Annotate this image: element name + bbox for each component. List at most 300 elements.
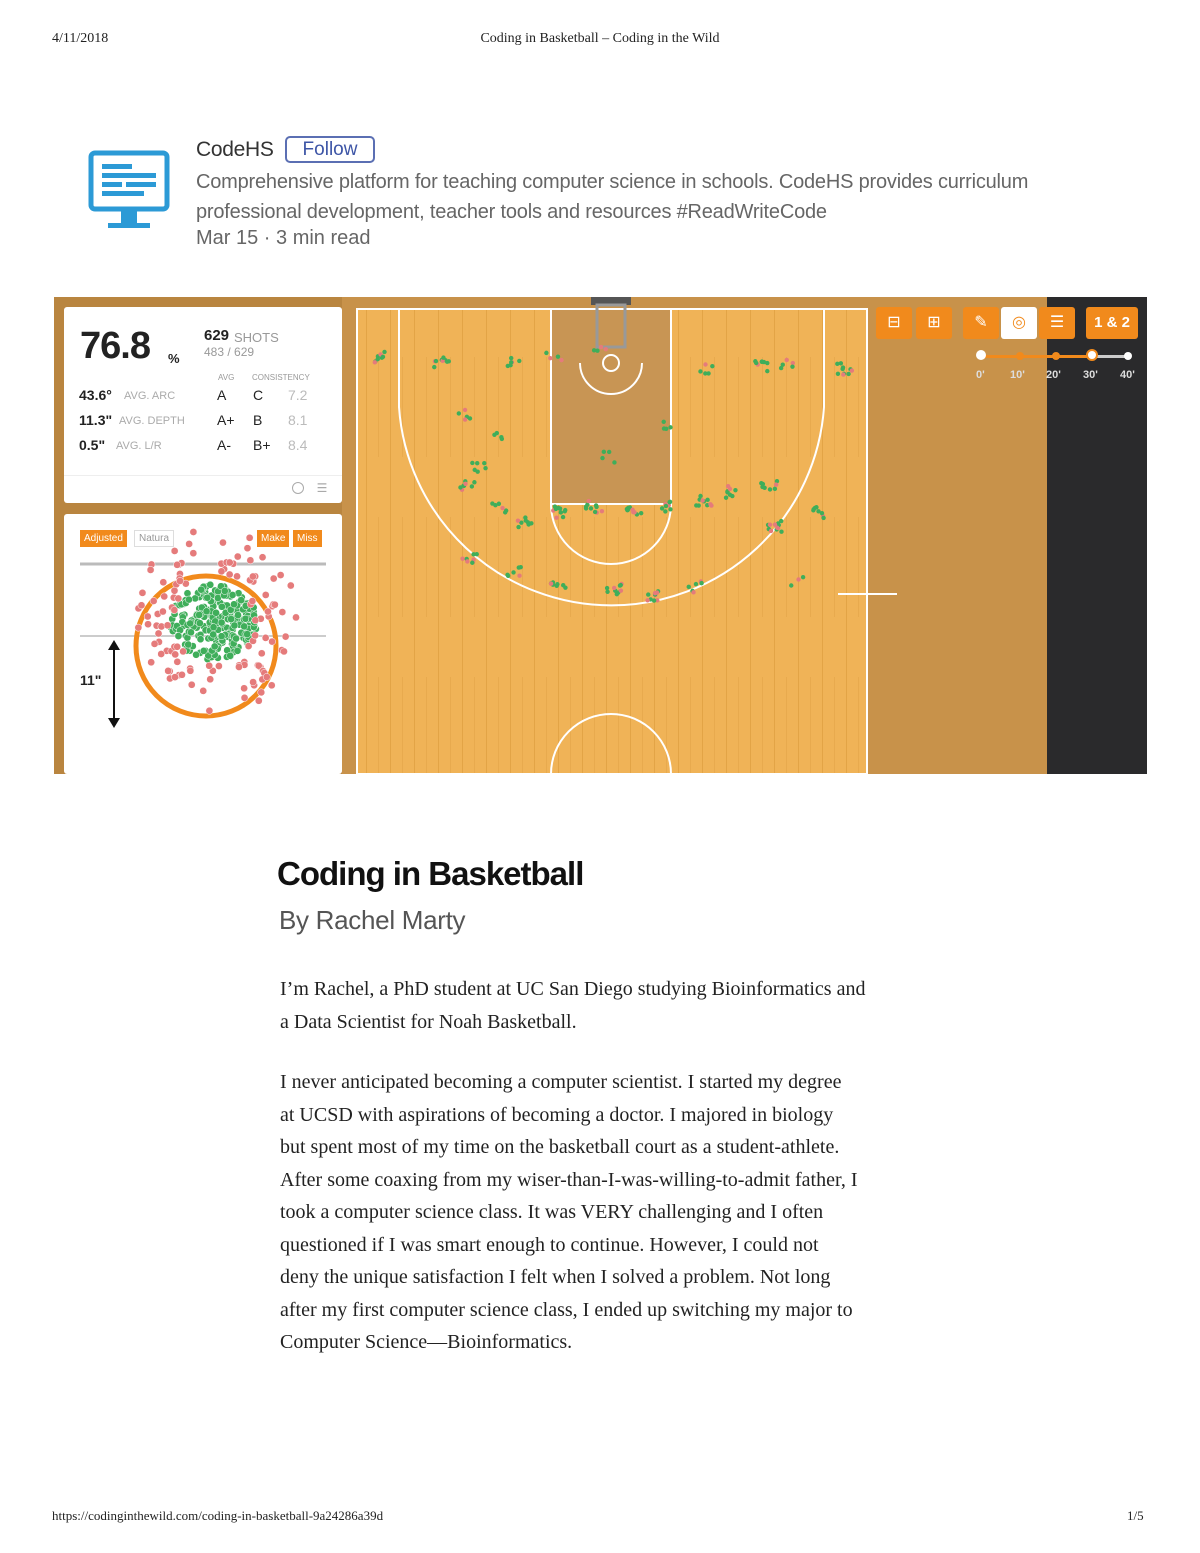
court-shot-dot (470, 461, 474, 465)
rim-shot-dot (218, 633, 225, 640)
depth-grade-avg: A+ (217, 412, 235, 428)
court-shot-dot (556, 354, 560, 358)
paragraph-intro (280, 973, 930, 1038)
court-shot-dot (517, 565, 521, 569)
court-shot-dot (554, 516, 558, 520)
court-shot-dot (593, 510, 597, 514)
court-shot-dot (841, 372, 845, 376)
rim-shot-dot (210, 624, 217, 631)
court-shot-dot (768, 487, 772, 491)
rim-shot-dot (197, 636, 204, 643)
court-shot-dot (660, 506, 664, 510)
court-shot-dot (589, 506, 593, 510)
court-shot-dot (773, 522, 777, 526)
court-shot-dot (475, 470, 479, 474)
rim-shot-dot (215, 662, 222, 669)
court-shot-dot (561, 583, 565, 587)
rim-shot-dot (200, 687, 207, 694)
follow-button[interactable]: Follow (285, 136, 375, 163)
rim-shot-dot (171, 587, 178, 594)
rim-shot-dot (203, 608, 210, 615)
rim-shot-dot (185, 596, 192, 603)
rim-shot-dot (218, 619, 225, 626)
court-shot-dot (668, 500, 672, 504)
shots-fraction: 483 / 629 (204, 345, 255, 359)
slider-label: 30' (1083, 369, 1098, 381)
court-shot-dot (733, 488, 737, 492)
avg-column-header: AVG (218, 373, 235, 382)
half-court-icon[interactable]: ⊟ (876, 307, 912, 339)
rim-shot-dot (249, 597, 256, 604)
rim-shot-dot (287, 582, 294, 589)
court-shot-dot (619, 583, 623, 587)
adjusted-toggle[interactable]: Adjusted (80, 530, 127, 547)
depth-marker-label: 11" (80, 672, 102, 688)
court-shot-dot (605, 590, 609, 594)
court-shot-dot (499, 435, 503, 439)
rim-shot-dot (227, 652, 234, 659)
rim-shot-dot (233, 573, 240, 580)
rim-shot-dot (190, 528, 197, 535)
rim-shot-dot (279, 608, 286, 615)
court-shot-dot (662, 420, 666, 424)
rim-shot-dot (234, 611, 241, 618)
court-shot-dot (850, 368, 854, 372)
rim-shot-dot (226, 571, 233, 578)
rim-shot-dot (252, 617, 259, 624)
rim-shot-dot (174, 643, 181, 650)
rim-shot-dot (249, 679, 256, 686)
rim-shot-dot (207, 581, 214, 588)
court-shot-dot (846, 372, 850, 376)
rim-shot-dot (184, 590, 191, 597)
article-byline: By Rachel Marty (279, 905, 466, 935)
court-shot-dot (697, 503, 701, 507)
list-icon[interactable]: ☰ (1039, 307, 1075, 339)
court-shot-dot (687, 585, 691, 589)
rim-shot-dot (190, 550, 197, 557)
slider-label: 20' (1046, 369, 1061, 381)
slider-handle-max[interactable] (1086, 349, 1098, 361)
hero-shot-chart (54, 297, 1147, 774)
court-shot-dot (612, 460, 616, 464)
court-shot-dot (789, 583, 793, 587)
slider-tick (1016, 352, 1024, 360)
court-shot-dot (594, 503, 598, 507)
rim-shot-dot (241, 685, 248, 692)
slider-track-active (982, 355, 1092, 358)
paragraph-line: at UCSD with aspirations of becoming a doctor. I majored in biology (280, 1103, 834, 1126)
rim-shot-dot (196, 611, 203, 618)
rim-shot-dot (135, 624, 142, 631)
rim-shot-dot (176, 577, 183, 584)
rim-shot-dot (271, 601, 278, 608)
court-shot-dot (663, 509, 667, 513)
rim-shot-dot (196, 620, 203, 627)
rim-shot-dot (160, 579, 167, 586)
rim-shot-dot (241, 623, 248, 630)
rim-shot-dot (262, 591, 269, 598)
court-shot-dot (555, 584, 559, 588)
rim-shot-dot (151, 640, 158, 647)
court-shot-dot (816, 509, 820, 513)
rim-shot-dot (262, 634, 269, 641)
rim-shot-dot (234, 647, 241, 654)
court-shot-dot (700, 498, 704, 502)
rim-shot-dot (198, 586, 205, 593)
court-shot-dot (511, 570, 515, 574)
paragraph-line: deny the unique satisfaction I felt when I solved a problem. Not long (280, 1266, 831, 1288)
court-shot-dot (726, 484, 730, 488)
rim-shot-dot (246, 534, 253, 541)
court-shot-dot (382, 350, 386, 354)
lr-grade-consistency: B+ (253, 437, 271, 453)
natural-toggle[interactable]: Natura (134, 530, 174, 547)
rim-shot-dot (221, 587, 228, 594)
court-shot-dot (653, 591, 657, 595)
court-shot-dot (604, 347, 608, 351)
court-shot-dot (626, 508, 630, 512)
rim-shot-dot (255, 697, 262, 704)
lr-score: 8.4 (288, 437, 308, 453)
court-shot-dot (584, 506, 588, 510)
court-shot-dot (631, 510, 635, 514)
rim-shot-dot (172, 651, 179, 658)
rim-shot-dot (218, 568, 225, 575)
court-shot-dot (554, 507, 558, 511)
court-shot-dot (840, 367, 844, 371)
circle-view-icon[interactable] (292, 482, 304, 494)
court-shot-dot (500, 506, 504, 510)
rim-shot-dot (158, 650, 165, 657)
rim-shot-dot (235, 663, 242, 670)
rim-shot-dot (150, 597, 157, 604)
rim-shot-dot (206, 662, 213, 669)
rim-shot-dot (188, 681, 195, 688)
depth-value: 11.3" (79, 412, 113, 428)
rim-shot-dot (229, 591, 236, 598)
court-shot-dot (779, 366, 783, 370)
court-shot-dot (619, 588, 623, 592)
court-shot-dot (768, 523, 772, 527)
target-icon[interactable]: ◎ (1001, 307, 1037, 339)
rim-shot-dot (171, 674, 178, 681)
court-shot-dot (509, 356, 513, 360)
slider-handle-min[interactable] (976, 350, 986, 360)
rim-shot-dot (138, 602, 145, 609)
court-shot-dot (524, 518, 528, 522)
arc-score: 7.2 (288, 387, 308, 403)
grid-view-icon[interactable]: ⊞ (916, 307, 952, 339)
court-shot-dot (516, 518, 520, 522)
court-shot-dot (506, 574, 510, 578)
rim-shot-dot (185, 641, 192, 648)
shots-label: SHOTS (234, 330, 279, 345)
paragraph-line: After some coaxing from my wiser-than-I-was-willing-to-admit father, I (280, 1168, 858, 1191)
court-shot-dot (773, 487, 777, 491)
court-shot-dot (492, 433, 496, 437)
court-shot-dot (724, 496, 728, 500)
article-title: Coding in Basketball (277, 855, 584, 892)
court-shot-dot (465, 559, 469, 563)
print-date: 4/11/2018 (52, 31, 109, 46)
rim-shot-dot (258, 650, 265, 657)
court-shot-dot (779, 530, 783, 534)
arc-label: AVG. ARC (124, 390, 176, 402)
court-shot-dot (762, 360, 766, 364)
court-shot-dot (558, 506, 562, 510)
rim-shot-dot (252, 632, 259, 639)
rim-shot-dot (144, 613, 151, 620)
court-shot-dot (664, 427, 668, 431)
rim-shot-dot (264, 608, 271, 615)
rim-shot-dot (241, 694, 248, 701)
court-shot-dot (668, 507, 672, 511)
paragraph-line: Computer Science—Bioinformatics. (280, 1331, 573, 1353)
make-percentage: 76.8 (80, 325, 150, 367)
court-shot-dot (785, 358, 789, 362)
rim-shot-dot (174, 658, 181, 665)
court-shot-dot (801, 575, 805, 579)
court-shot-dot (765, 369, 769, 373)
court-shot-dot (468, 416, 472, 420)
shot-depth-card (64, 514, 342, 774)
rim-shot-dot (155, 630, 162, 637)
make-toggle[interactable]: Make (257, 530, 289, 547)
author-name[interactable]: CodeHS (196, 138, 274, 161)
court-shot-dot (463, 482, 467, 486)
arc-grade-consistency: C (253, 387, 264, 403)
rim-shot-dot (212, 609, 219, 616)
court-shot-dot (645, 598, 649, 602)
court-shot-dot (821, 516, 825, 520)
author-bio-line: Comprehensive platform for teaching computer science in schools. CodeHS provides curriculum (196, 171, 1029, 193)
court-shot-dot (483, 466, 487, 470)
court-shot-dot (470, 561, 474, 565)
court-shot-dot (691, 590, 695, 594)
paragraph-story (280, 1066, 930, 1359)
court-shot-dot (493, 503, 497, 507)
court-shot-dot (836, 372, 840, 376)
rim-shot-dot (187, 620, 194, 627)
court-shot-dot (463, 408, 467, 412)
court-shot-dot (559, 510, 563, 514)
court-shot-dot (760, 485, 764, 489)
court-shot-dot (517, 359, 521, 363)
rim-shot-dot (292, 614, 299, 621)
rim-shot-dot (187, 629, 194, 636)
list-view-icon[interactable]: ☰ (316, 481, 328, 495)
court-shot-dot (470, 484, 474, 488)
rim-shot-dot (242, 615, 249, 622)
rim-shot-dot (139, 589, 146, 596)
court-shot-dot (694, 582, 698, 586)
court-shot-dot (668, 425, 672, 429)
rim-shot-dot (144, 621, 151, 628)
court-shot-dot (602, 450, 606, 454)
brush-icon[interactable]: ✎ (963, 307, 999, 339)
court-shot-dot (706, 371, 710, 375)
rim-shot-dot (174, 561, 181, 568)
court-shot-dot (373, 360, 377, 364)
author-bio-line: professional development, teacher tools and resources #ReadWriteCode (196, 201, 827, 223)
court-shot-dot (599, 345, 603, 349)
court-shot-dot (561, 515, 565, 519)
depth-score: 8.1 (288, 412, 308, 428)
court-shot-dot (475, 461, 479, 465)
court-shot-dot (460, 556, 464, 560)
court-shot-dot (730, 494, 734, 498)
court-shot-dot (839, 361, 843, 365)
stats-card (64, 307, 342, 503)
rim-shot-dot (161, 593, 168, 600)
court-shot-dot (600, 456, 604, 460)
court-shot-dot (445, 359, 449, 363)
lr-label: AVG. L/R (116, 440, 162, 452)
rim-shot-dot (230, 601, 237, 608)
court-shot-dot (615, 592, 619, 596)
rim-shot-dot (179, 648, 186, 655)
rim-shot-dot (263, 673, 270, 680)
rim-shot-dot (204, 594, 211, 601)
court-shot-dot (482, 461, 486, 465)
court-shot-dot (544, 351, 548, 355)
rim-shot-dot (206, 707, 213, 714)
court-shot-dot (774, 482, 778, 486)
paragraph-line: after my first computer science class, I ended up switching my major to (280, 1298, 853, 1321)
paragraph-line: questioned if I was smart enough to continue. However, I could not (280, 1233, 819, 1256)
court-shot-dot (432, 365, 436, 369)
author-bio (196, 167, 1116, 227)
paragraph-line: I never anticipated becoming a computer scientist. I started my degree (280, 1071, 842, 1093)
rim-shot-dot (148, 659, 155, 666)
print-url: https://codinginthewild.com/coding-in-basketball-9a24286a39d (52, 1508, 384, 1523)
rim-shot-dot (228, 615, 235, 622)
court-shot-dot (517, 573, 521, 577)
print-page-number: 1/5 (1127, 1508, 1144, 1523)
court-shot-dot (458, 485, 462, 489)
court-shot-dot (754, 361, 758, 365)
court-shot-dot (605, 586, 609, 590)
author-avatar[interactable] (88, 150, 170, 240)
consistency-column-header: CONSISTENCY (252, 373, 310, 382)
court-shot-dot (549, 582, 553, 586)
rim-shot-dot (159, 608, 166, 615)
court-shot-dot (664, 504, 668, 508)
rim-shot-dot (244, 545, 251, 552)
court-shot-dot (586, 499, 590, 503)
rim-shot-dot (232, 635, 239, 642)
rim-shot-dot (219, 539, 226, 546)
court-shot-dot (592, 348, 596, 352)
rim-shot-dot (211, 643, 218, 650)
paragraph-line: a Data Scientist for Noah Basketball. (280, 1010, 577, 1033)
court-shot-dot (472, 480, 476, 484)
court-shot-dot (639, 511, 643, 515)
distance-slider[interactable] (974, 352, 1134, 442)
court-shot-dot (708, 502, 712, 506)
court-shot-dot (790, 364, 794, 368)
rim-shot-dot (171, 606, 178, 613)
lr-value: 0.5" (79, 437, 106, 453)
rim-shot-dot (178, 671, 185, 678)
court-shot-dot (703, 362, 707, 366)
rim-shot-dot (268, 682, 275, 689)
rim-shot-dot (171, 547, 178, 554)
rim-shot-plot (64, 514, 342, 774)
rim-shot-dot (247, 557, 254, 564)
rim-shot-dot (269, 638, 276, 645)
miss-toggle[interactable]: Miss (293, 530, 322, 547)
court-shot-dot (646, 592, 650, 596)
rim-shot-dot (226, 559, 233, 566)
court-shot-dot (814, 505, 818, 509)
rim-shot-dot (175, 595, 182, 602)
court-shot-dot (506, 364, 510, 368)
rim-shot-dot (231, 622, 238, 629)
rim-shot-dot (270, 575, 277, 582)
rim-shot-dot (165, 667, 172, 674)
court-shot-dot (559, 358, 563, 362)
court-shot-dot (710, 364, 714, 368)
paragraph-line: but spent most of my time on the basketball court as a student-athlete. (280, 1136, 840, 1158)
rim-shot-dot (234, 553, 241, 560)
court-shot-dot (463, 417, 467, 421)
lr-grade-avg: A- (217, 437, 231, 453)
rim-shot-dot (164, 622, 171, 629)
rim-shot-dot (280, 648, 287, 655)
court-shot-dot (698, 369, 702, 373)
post-meta: Mar 15 · 3 min read (196, 227, 371, 249)
rim-shot-dot (207, 676, 214, 683)
print-title: Coding in Basketball – Coding in the Wild (480, 31, 720, 46)
slider-tick (1124, 352, 1132, 360)
court-shot-dot (457, 411, 461, 415)
court-shot-dot (381, 355, 385, 359)
court-shot-dot (434, 359, 438, 363)
percent-sign: % (168, 351, 180, 366)
court-shot-dot (504, 508, 508, 512)
court-shot-dot (796, 577, 800, 581)
rim-shot-dot (186, 540, 193, 547)
divider (64, 475, 342, 476)
rim-shot-dot (258, 689, 265, 696)
rim-shot-dot (277, 571, 284, 578)
rim-shot-dot (218, 603, 225, 610)
paragraph-line: I’m Rachel, a PhD student at UC San Diego studying Bioinformatics and (280, 978, 866, 1000)
free-throw-combo-button[interactable]: 1 & 2 (1086, 307, 1138, 339)
depth-label: AVG. DEPTH (119, 415, 185, 427)
shots-count: 629 (204, 327, 230, 344)
court-shot-dot (612, 586, 616, 590)
rim-shot-dot (192, 651, 199, 658)
paragraph-line: took a computer science class. It was VERY challenging and I often (280, 1201, 824, 1223)
slider-label: 10' (1010, 369, 1025, 381)
rim-shot-dot (249, 573, 256, 580)
monitor-icon (88, 150, 170, 240)
court-shot-dot (600, 509, 604, 513)
rim-shot-dot (244, 631, 251, 638)
arc-grade-avg: A (217, 387, 227, 403)
slider-label: 40' (1120, 369, 1135, 381)
rim-shot-dot (259, 554, 266, 561)
rim-shot-dot (282, 633, 289, 640)
rim-shot-dot (147, 566, 154, 573)
court-shot-dot (471, 552, 475, 556)
depth-grade-consistency: B (253, 412, 263, 428)
court-shot-dot (516, 525, 520, 529)
court-shot-dot (563, 508, 567, 512)
